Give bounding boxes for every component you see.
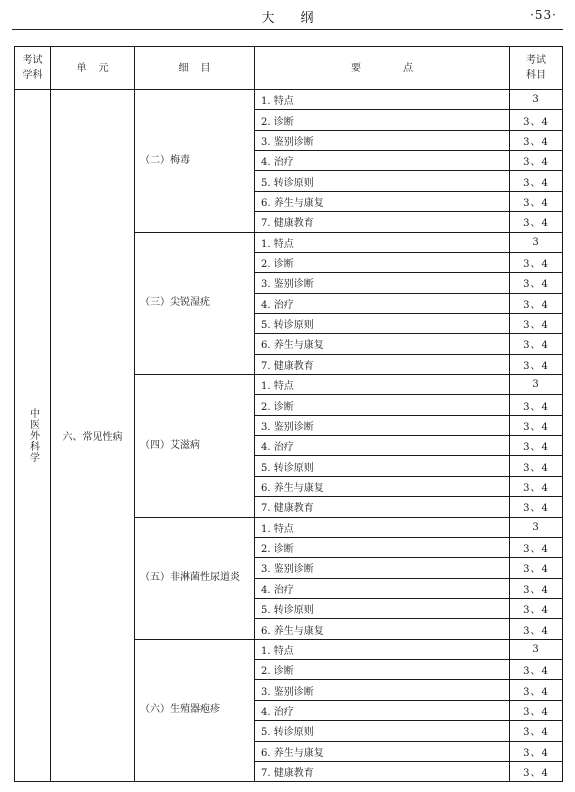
table-row	[15, 90, 563, 110]
exam-subject-code-cell: 3、4	[510, 721, 563, 741]
detail-cell: （二）梅毒	[135, 90, 255, 233]
table-header-row	[15, 47, 563, 90]
exam-subject-code-cell: 3、4	[510, 741, 563, 761]
exam-subject-code-cell: 3、4	[510, 273, 563, 293]
exam-subject-code-cell: 3、4	[510, 680, 563, 700]
key-point-cell: 6. 养生与康复	[255, 334, 510, 354]
detail-cell: （五）非淋菌性尿道炎	[135, 517, 255, 639]
unit-cell: 六、常见性病	[51, 90, 135, 782]
exam-subject-cell: 中医外科学	[15, 90, 51, 782]
exam-subject-code-cell: 3、4	[510, 700, 563, 720]
exam-subject-code-cell: 3、4	[510, 578, 563, 598]
page-header	[12, 0, 563, 30]
key-point-cell: 6. 养生与康复	[255, 619, 510, 639]
exam-subject-code-cell: 3、4	[510, 334, 563, 354]
exam-subject-code-cell: 3、4	[510, 761, 563, 781]
exam-subject-code-cell: 3、4	[510, 436, 563, 456]
header-exam-subject: 考试 学科	[15, 47, 51, 90]
key-point-cell: 6. 养生与康复	[255, 741, 510, 761]
key-point-cell: 1. 特点	[255, 232, 510, 252]
key-point-cell: 4. 治疗	[255, 700, 510, 720]
exam-subject-code-cell: 3、4	[510, 598, 563, 618]
table-body	[15, 90, 563, 782]
header-key-points: 要点	[255, 47, 510, 90]
key-point-cell: 3. 鉴别诊断	[255, 273, 510, 293]
key-point-cell: 1. 特点	[255, 375, 510, 395]
key-point-cell: 2. 诊断	[255, 110, 510, 130]
exam-subject-code-cell: 3、4	[510, 191, 563, 211]
exam-subject-code-cell: 3、4	[510, 130, 563, 150]
exam-subject-code-cell: 3	[510, 232, 563, 252]
exam-subject-code-cell: 3、4	[510, 313, 563, 333]
key-point-cell: 4. 治疗	[255, 293, 510, 313]
key-point-cell: 3. 鉴别诊断	[255, 130, 510, 150]
exam-subject-code-cell: 3、4	[510, 151, 563, 171]
key-point-cell: 4. 治疗	[255, 578, 510, 598]
exam-subject-code-cell: 3	[510, 639, 563, 659]
key-point-cell: 5. 转诊原则	[255, 721, 510, 741]
exam-subject-code-cell: 3、4	[510, 354, 563, 374]
key-point-cell: 5. 转诊原则	[255, 171, 510, 191]
header-unit: 单元	[51, 47, 135, 90]
exam-subject-code-cell: 3、4	[510, 558, 563, 578]
exam-subject-code-cell: 3、4	[510, 456, 563, 476]
key-point-cell: 6. 养生与康复	[255, 476, 510, 496]
key-point-cell: 1. 特点	[255, 517, 510, 537]
page-header-title: 大纲	[261, 11, 340, 26]
key-point-cell: 7. 健康教育	[255, 354, 510, 374]
key-point-cell: 2. 诊断	[255, 660, 510, 680]
key-point-cell: 7. 健康教育	[255, 212, 510, 232]
detail-cell: （六）生殖器疱疹	[135, 639, 255, 782]
exam-subject-code-cell: 3、4	[510, 395, 563, 415]
exam-subject-code-cell: 3	[510, 517, 563, 537]
key-point-cell: 1. 特点	[255, 639, 510, 659]
exam-subject-code-cell: 3、4	[510, 619, 563, 639]
exam-subject-code-cell: 3、4	[510, 660, 563, 680]
key-point-cell: 2. 诊断	[255, 252, 510, 272]
key-point-cell: 2. 诊断	[255, 537, 510, 557]
key-point-cell: 7. 健康教育	[255, 761, 510, 781]
exam-subject-code-cell: 3、4	[510, 293, 563, 313]
exam-subject-code-cell: 3、4	[510, 415, 563, 435]
syllabus-table	[14, 46, 563, 782]
exam-subject-code-cell: 3、4	[510, 110, 563, 130]
key-point-cell: 1. 特点	[255, 90, 510, 110]
exam-subject-code-cell: 3、4	[510, 497, 563, 517]
key-point-cell: 5. 转诊原则	[255, 598, 510, 618]
detail-cell: （三）尖锐湿疣	[135, 232, 255, 375]
key-point-cell: 2. 诊断	[255, 395, 510, 415]
key-point-cell: 6. 养生与康复	[255, 191, 510, 211]
key-point-cell: 3. 鉴别诊断	[255, 558, 510, 578]
exam-subject-code-cell: 3、4	[510, 476, 563, 496]
key-point-cell: 5. 转诊原则	[255, 313, 510, 333]
page-number: ·53·	[530, 8, 557, 22]
detail-cell: （四）艾滋病	[135, 375, 255, 518]
exam-subject-code-cell: 3、4	[510, 537, 563, 557]
key-point-cell: 4. 治疗	[255, 151, 510, 171]
exam-subject-code-cell: 3	[510, 375, 563, 395]
key-point-cell: 7. 健康教育	[255, 497, 510, 517]
exam-subject-code-cell: 3、4	[510, 252, 563, 272]
key-point-cell: 3. 鉴别诊断	[255, 415, 510, 435]
header-exam-subject-code: 考试 科目	[510, 47, 563, 90]
exam-subject-code-cell: 3、4	[510, 212, 563, 232]
exam-subject-code-cell: 3	[510, 90, 563, 110]
exam-subject-code-cell: 3、4	[510, 171, 563, 191]
key-point-cell: 3. 鉴别诊断	[255, 680, 510, 700]
key-point-cell: 5. 转诊原则	[255, 456, 510, 476]
header-detail: 细目	[135, 47, 255, 90]
key-point-cell: 4. 治疗	[255, 436, 510, 456]
